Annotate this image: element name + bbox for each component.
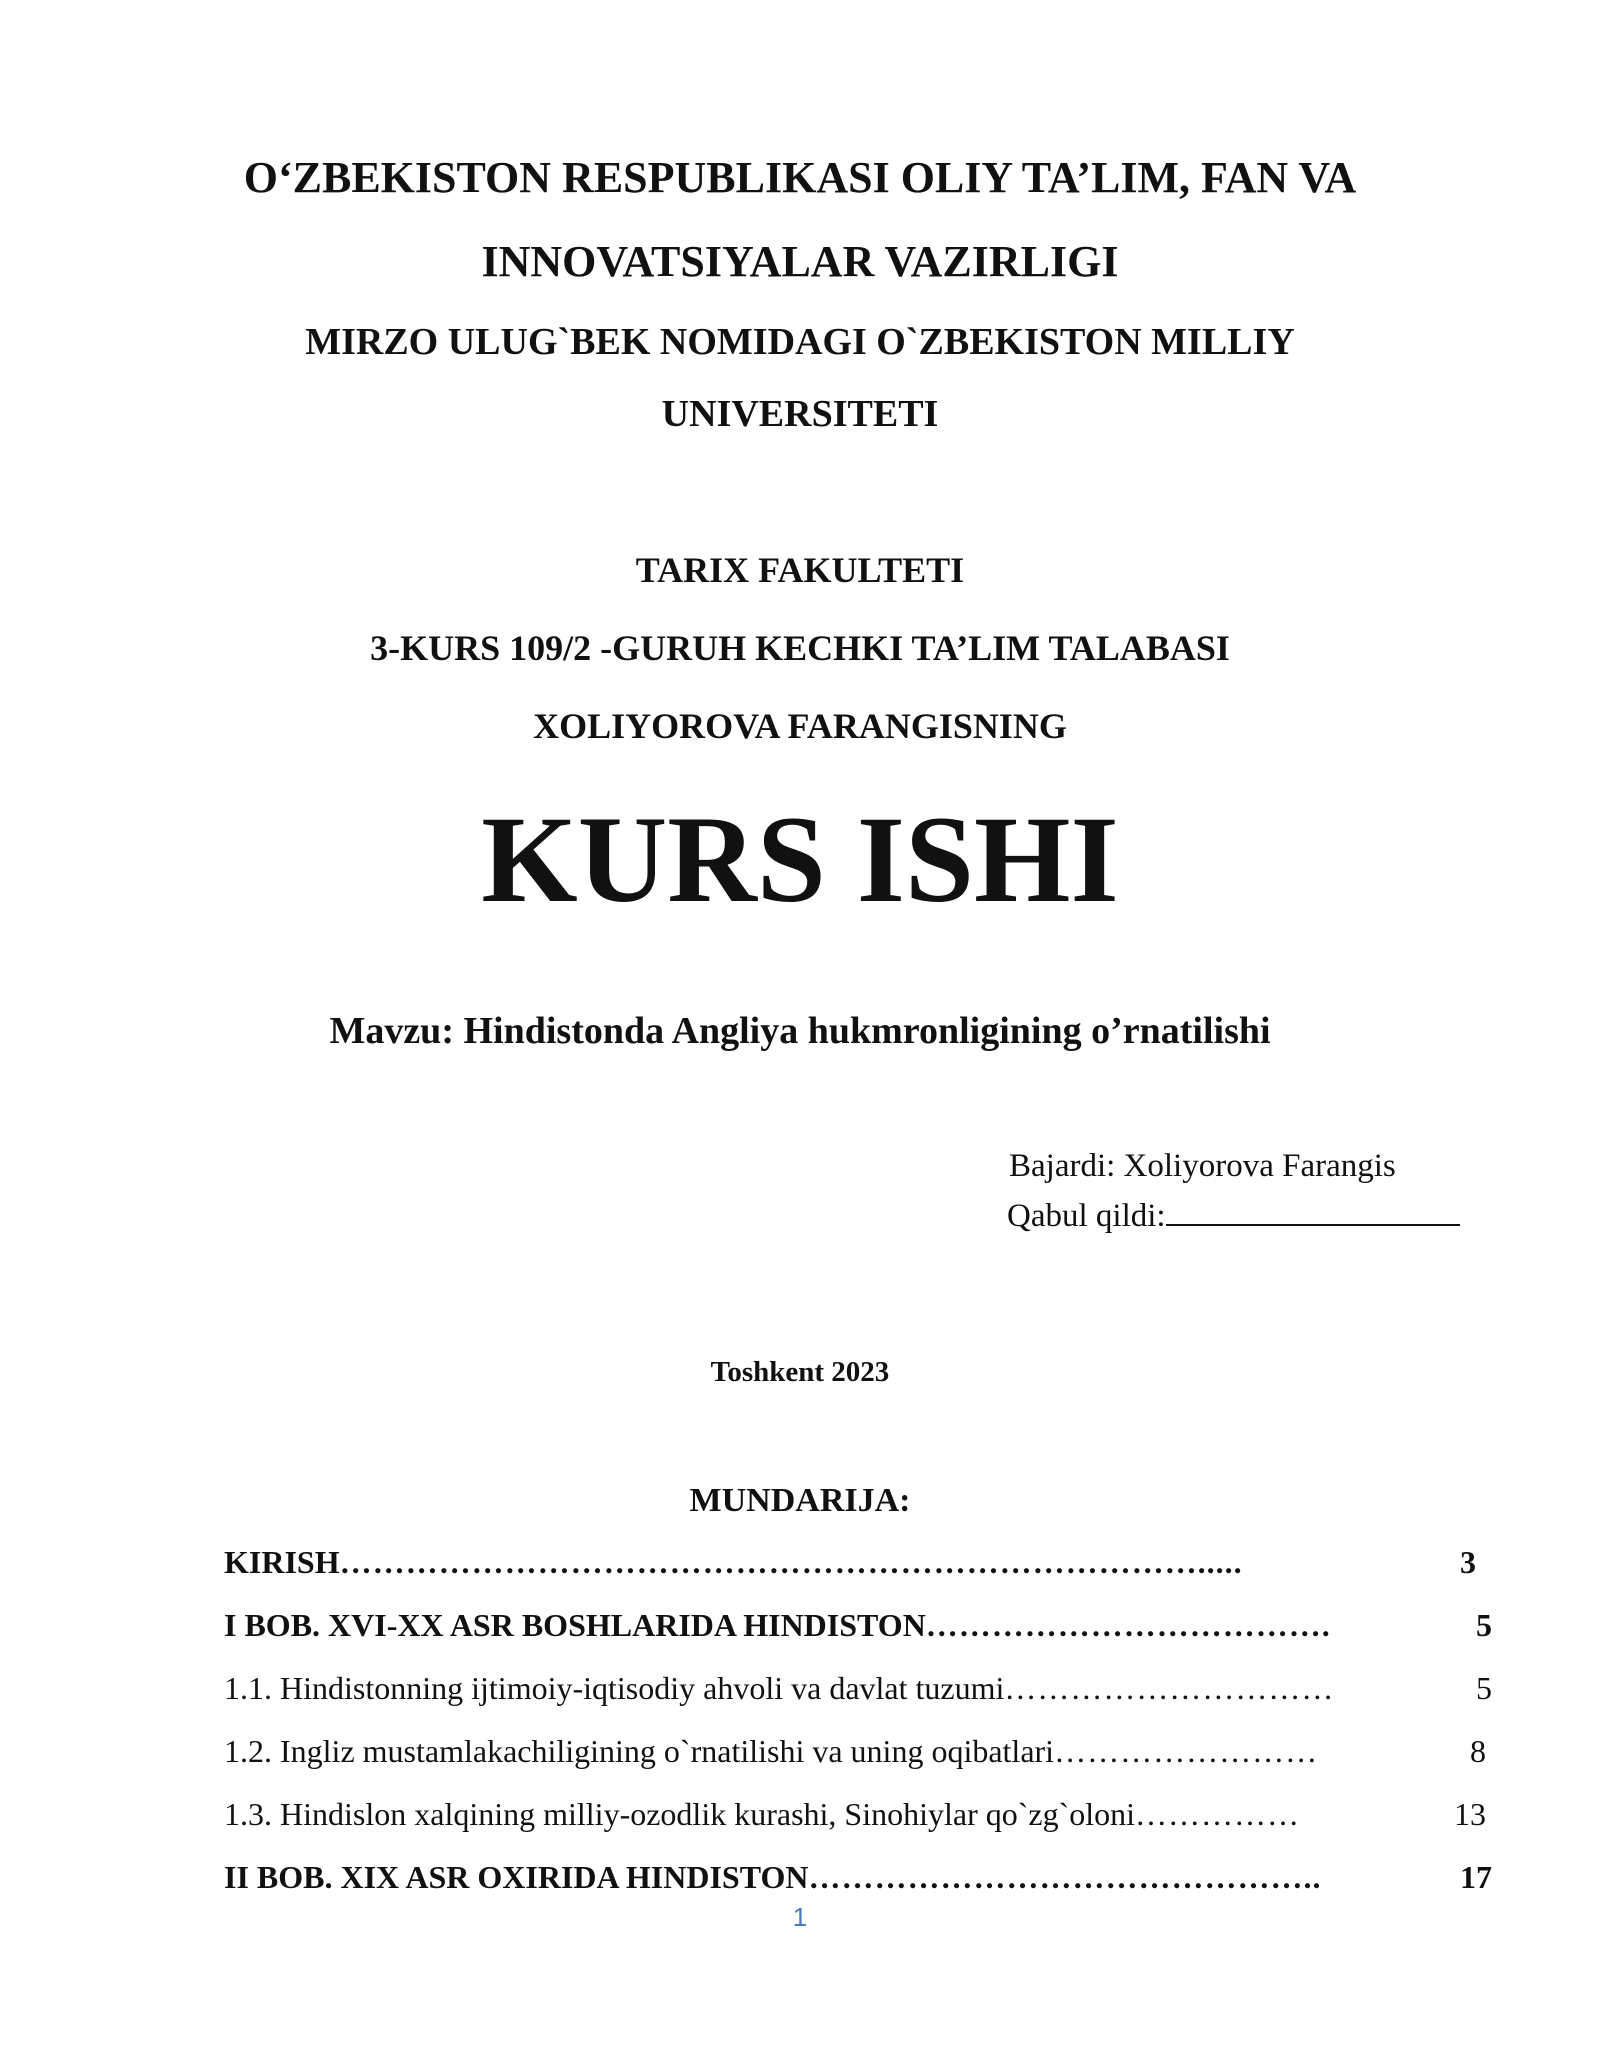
toc-heading: MUNDARIJA: [689,1482,911,1519]
ministry-line-1: O‘ZBEKISTON RESPUBLIKASI OLIY TA’LIM, FAN VA [243,153,1357,202]
toc-entry-page: 5 [1476,1670,1492,1706]
toc-entry [224,1727,1486,1775]
student-name: XOLIYOROVA FARANGISNING [533,706,1067,746]
toc-entry [224,1790,1486,1838]
toc-entry-page: 5 [1476,1607,1492,1643]
toc-entry [224,1853,1492,1901]
university-line-1: MIRZO ULUG`BEK NOMIDAGI O`ZBEKISTON MILLIY [305,321,1295,363]
toc-leader-dots: …………… [1135,1796,1301,1832]
toc-entry-label: I BOB. XVI-XX ASR BOSHLARIDA HINDISTON [224,1607,926,1643]
toc-entry-page: 13 [1454,1796,1486,1832]
performed-by: Bajardi: Xoliyorova Farangis [1009,1148,1396,1184]
toc-entry [224,1664,1492,1712]
faculty-name: TARIX FAKULTETI [635,550,965,590]
toc-entry [224,1538,1476,1586]
toc-leader-dots: ………………………………. [925,1607,1331,1643]
toc-leader-dots: ……………………………………………………………………..... [339,1544,1243,1580]
signature-blank-line [1166,1194,1460,1226]
toc-entry-page: 3 [1460,1544,1476,1580]
toc-entry [224,1601,1492,1649]
ministry-line-2: INNOVATSIYALAR VAZIRLIGI [481,237,1119,286]
toc-entry-label: 1.1. Hindistonning ijtimoiy-iqtisodiy ahvoli va davlat tuzumi [224,1670,1005,1706]
topic-line: Mavzu: Hindistonda Angliya hukmronligining o’rnatilishi [329,1010,1271,1052]
university-line-2: UNIVERSITETI [661,393,939,435]
toc-entry-page: 8 [1470,1733,1486,1769]
accepted-by-label: Qabul qildi: [1007,1198,1166,1234]
toc-entry-label: 1.2. Ingliz mustamlakachiligining o`rnatilishi va uning oqibatlari [224,1733,1055,1769]
document-title: KURS ISHI [481,791,1119,928]
city-year: Toshkent 2023 [710,1356,890,1388]
toc-entry-page: 17 [1460,1859,1492,1895]
accepted-by [1007,1194,1460,1236]
toc-leader-dots: …………………… [1054,1733,1319,1769]
toc-leader-dots: ……………………………………….. [808,1859,1322,1895]
ministry-heading [0,136,1600,304]
toc-entry-label: 1.3. Hindislon xalqining milliy-ozodlik kurashi, Sinohiylar qo`zg`oloni [224,1796,1136,1832]
toc-leader-dots: ………………………… [1004,1670,1335,1706]
university-heading [0,306,1600,450]
toc-entry-label: II BOB. XIX ASR OXIRIDA HINDISTON [224,1859,809,1895]
page-number: 1 [792,1902,808,1932]
course-group-line: 3-KURS 109/2 -GURUH KECHKI TA’LIM TALABASI [370,628,1230,668]
toc-entry-label: KIRISH [224,1544,340,1580]
